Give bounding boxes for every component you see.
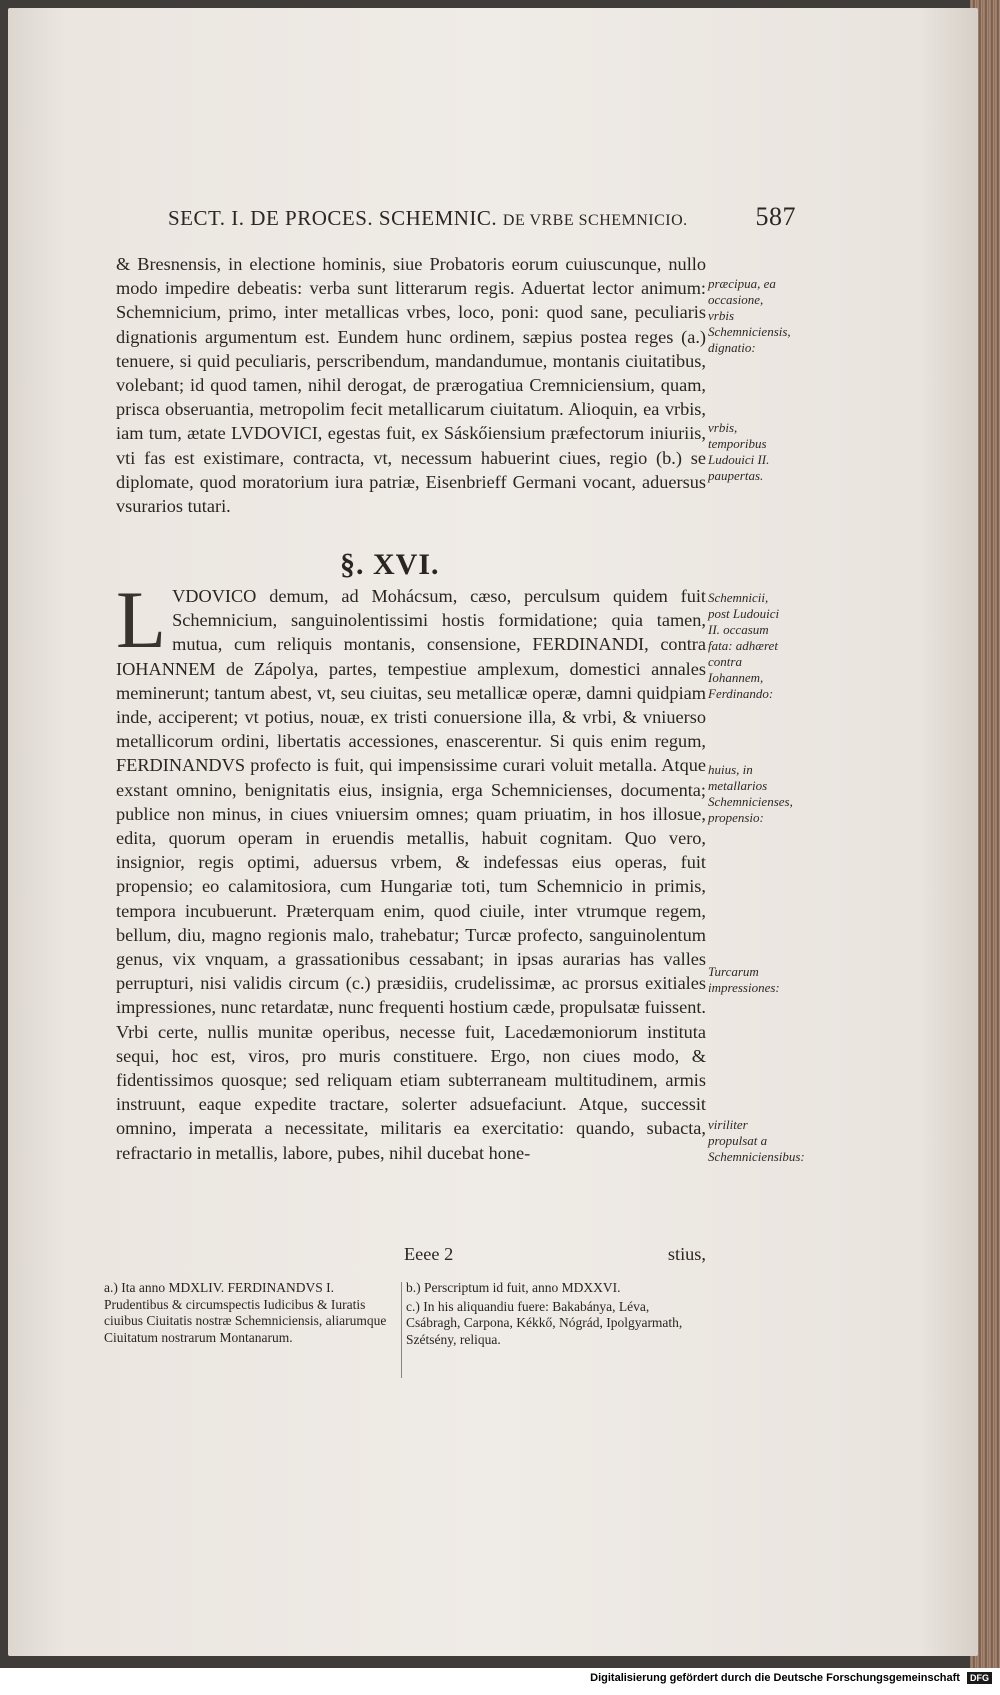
margin-note: viriliter propulsat a Schemniciensibus: [708,1117,805,1164]
paragraph-top-text: & Bresnensis, in electione hominis, siue Probatoris eorum cuiuscunque, nullo modo impedire debeatis: verba sunt litterarum regis. Aduertat lector animum: Schemnicium, primo, inter metallicas vrbes, loco, poni: quod sane, peculiaris dignationis argumentum est. Eundem hunc ordinem, sæpius postea reges (a.) tenuere, si quid peculiaris, perscribendum, mandandumue, montanis ciuitatibus, volebant; id quod tamen, nihil derogat, de prærogatiua Cremniciensium, quam, prisca obseruantia, metropolim fecit metallicarum ciuitatum. Alioquin, ea vrbis, iam tum, ætate LVDOVICI, egestas fuit, ex Sáskőiensium præfectorum iniuriis, vti fas est existimare, contracta, vt, necessum habuerint ciues, regio (b.) se diplomate, quod moratorium iura patriæ, Eisenbrieff Germani vocant, aduersus vsurarios tutari. [116,254,706,517]
digitization-credit [590,1672,992,1692]
signature-mark: Eeee 2 [404,1244,454,1264]
paragraph-main-text: VDOVICO demum, ad Mohácsum, cæso, perculsum quidem fuit Schemnicium, sanguinolentissimi hostis formidatione; quia tamen, mutua, cum reliquis montanis, consensione, FERDINANDI, contra IOHANNEM de Zápolya, partes, tempestiue amplexum, domestici annales meminerunt; tantum abest, vt, seu ciuitas, seu metallicæ operæ, damni quidpiam inde, acciperent; vt potius, nouæ, ex tristi conuersione illa, & vrbi, & vniuerso metallicorum ordini, libertatis accessiones, enascerentur. Si quis enim regum, FERDINANDVS profecto is fuit, qui impensissime curari voluit metalla. Atque exstant omnino, benignitatis eius, insignia, erga Schemnicienses, documenta; publice non minus, in ciues vniuersim omnes; quam priuatim, in hos illosue, edita, quorum operam in eruendis metallis, habuit cognitam. Quo vero, insignior, regis optimi, aduersus vrbem, & indefessas eius operas, fuit propensio; eo calamitosiora, cum Hungariæ toti, tum Schemnicio in primis, tempora incubuerunt. Præterquam enim, quod ciuile, inter vtrumque regem, bellum, diu, magno regionis malo, trahebatur; Turcæ profecto, sanguinolentum genus, vix vnquam, a grassationibus cessabant; in ipsas aurarias has valles perrupturi, nisi validis circum (c.) præsidiis, crudelissimæ, ac prorsus exitiales impressiones, nunc retardatæ, nunc frequenti hostium cæde, propulsatæ fuissent. Vrbi certe, nullis munitæ operibus, necesse fuit, Lacedæmoniorum instituta sequi, hoc est, viros, pro muris constituere. Ergo, non ciues modo, & fidentissimos quosque; sed reliquam etiam subterraneam multitudinem, armis instruunt, eaque expedite tractare, solerter adsuefaciunt. Atque, successit omnino, imperata a necessitate, militaris ea exercitatio: quando, subacta, refractario in metallis, labore, pubes, nihil ducebat hone- [116,586,706,1163]
catchword: stius, [667,1244,706,1264]
footnote-divider [401,1282,402,1378]
drop-capital: L [116,574,167,665]
footnotes-right [406,1280,706,1380]
margin-note: huius, in metallarios Schemnicienses, propensio: [708,762,793,825]
credit-text: Digitalisierung gefördert durch die Deutsche Forschungsgemeinschaft [590,1672,960,1684]
margin-note: vrbis, temporibus Ludouici II. paupertas. [708,420,770,483]
paragraph-top [116,252,706,518]
footnote-a: a.) Ita anno MDXLIV. FERDINANDVS I. Prudentibus & circumspectis Iudicibus & Iuratis ciuibus Ciuitatis nostræ Schemniciensis, aliarumque Ciuitatum nostrarum Montanarum. [104,1280,387,1345]
footnote-c: c.) In his aliquandiu fuere: Bakabánya, Léva, Csábragh, Carpona, Kékkő, Nógrád, Ipolgyarmath, Szétsény, reliqua. [406,1298,683,1347]
footnotes-left [104,1280,396,1380]
margin-note: præcipua, ea occasione, vrbis Schemniciensis, dignatio: [708,276,791,355]
running-header [168,202,796,242]
dfg-logo: DFG [967,1672,992,1684]
header-subtitle: DE VRBE SCHEMNICIO. [502,212,688,229]
page-number: 587 [755,202,796,231]
section-heading: §. XVI. [340,548,440,581]
paragraph-main [116,574,706,1165]
margin-note: Turcarum impressiones: [708,964,780,995]
header-section: SECT. I. DE PROCES. SCHEMNIC. [168,206,498,230]
footnote-b: b.) Perscriptum id fuit, anno MDXXVI. [406,1280,621,1295]
catch-line [116,1244,706,1268]
margin-note: Schemnicii, post Ludouici II. occasum fata: adhæret contra Iohannem, Ferdinando: [708,590,780,701]
